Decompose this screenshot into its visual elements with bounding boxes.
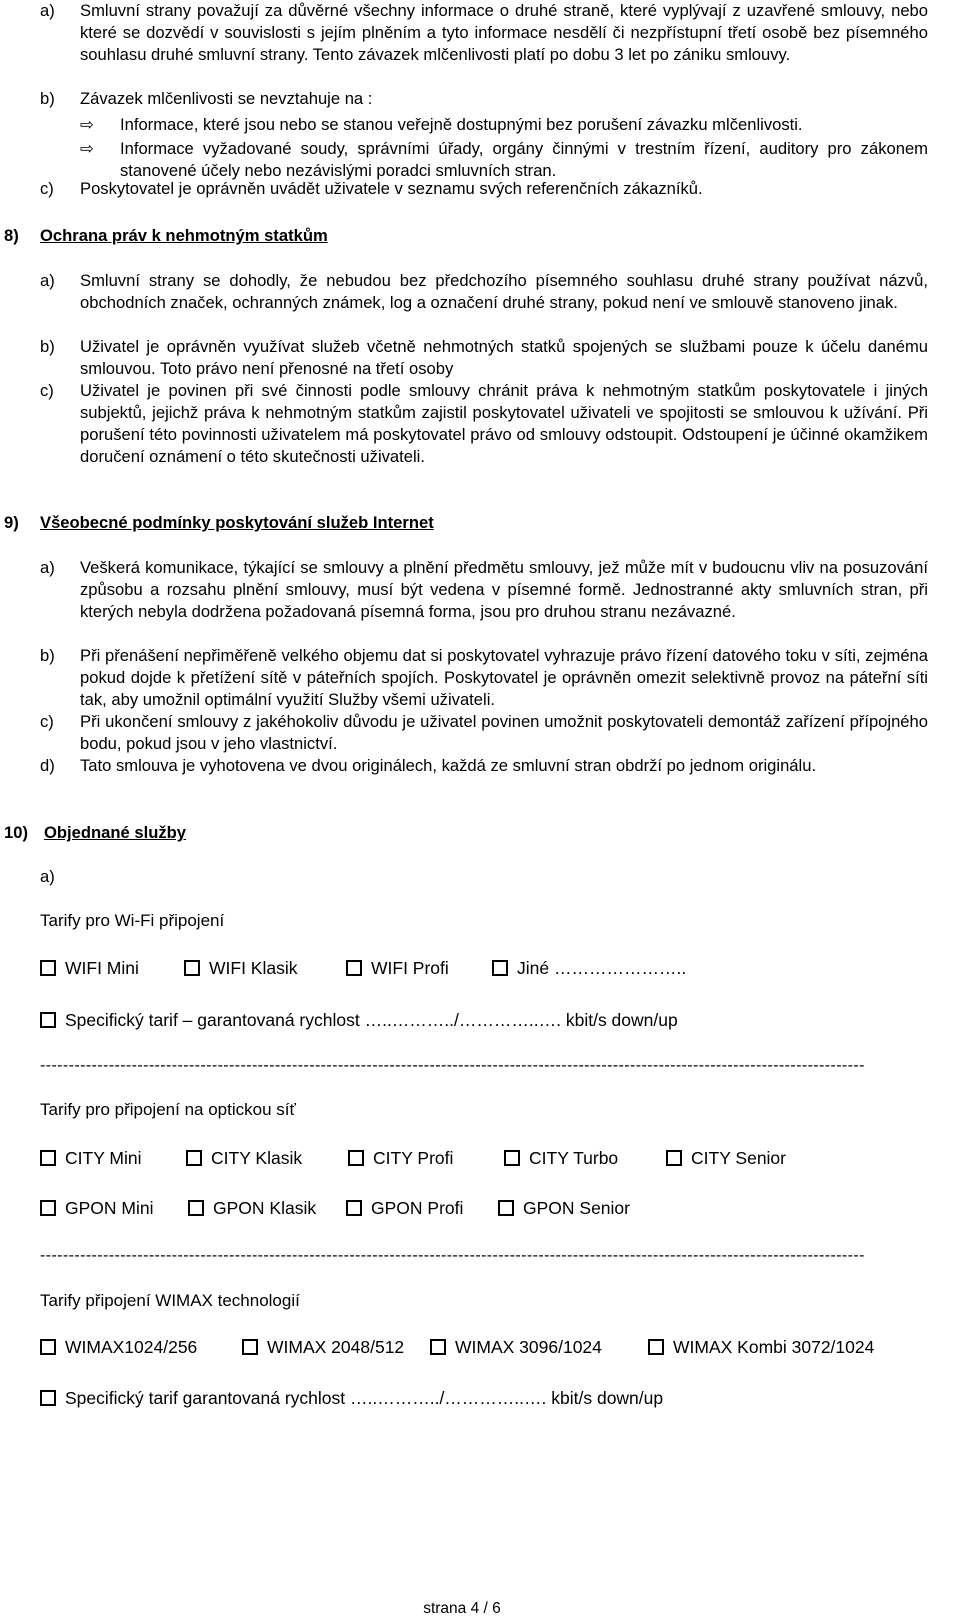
section-9-heading — [4, 512, 434, 534]
checkbox-city-klasik[interactable] — [186, 1147, 302, 1169]
wifi-tariffs-heading: Tarify pro Wi-Fi připojení — [40, 911, 225, 930]
option-label: WIFI Mini — [65, 958, 139, 978]
checkbox-icon[interactable] — [498, 1200, 514, 1216]
option-label: WIMAX1024/256 — [65, 1337, 198, 1357]
checkbox-gpon-profi[interactable] — [346, 1197, 463, 1219]
section-title: Objednané služby — [44, 823, 186, 842]
option-label: CITY Mini — [65, 1148, 142, 1168]
item-label: d) — [40, 756, 55, 775]
option-label: WIMAX Kombi 3072/1024 — [673, 1337, 875, 1357]
option-label: GPON Mini — [65, 1198, 154, 1218]
checkbox-city-profi[interactable] — [348, 1147, 453, 1169]
option-label: CITY Turbo — [529, 1148, 619, 1168]
section-number: 10) — [4, 823, 28, 842]
wimax-options-row — [40, 1336, 940, 1362]
checkbox-wimax-specific[interactable] — [40, 1387, 663, 1409]
wimax-specific-row — [40, 1387, 940, 1413]
checkbox-wimax-2048[interactable] — [242, 1336, 404, 1358]
checkbox-icon[interactable] — [40, 1012, 56, 1028]
checkbox-icon[interactable] — [648, 1339, 664, 1355]
option-label: CITY Profi — [373, 1148, 454, 1168]
s7-item-c — [40, 178, 928, 200]
city-options-row — [40, 1147, 940, 1173]
item-label: a) — [40, 1, 55, 20]
item-label: c) — [40, 712, 54, 731]
section-number: 8) — [4, 226, 19, 245]
checkbox-wimax-1024[interactable] — [40, 1336, 197, 1358]
s8-item-b — [40, 336, 928, 380]
option-label: WIMAX 2048/512 — [267, 1337, 405, 1357]
s9-item-d — [40, 755, 928, 777]
item-text: Veškerá komunikace, týkající se smlouvy a plnění předmětu smlouvy, jež může mít v budoucnu vliv na posuzování způsobu a rozsahu plnění smlouvy, musí být vedena v písemné formě. Jednostranné akty smluvních stran, při kterých nebyla dodržena požadovaná písemná forma, jsou pro druhou stranu nezávazné. — [80, 558, 928, 621]
separator-line: ------------------------------------------------------------------------------------------------------------------------------------------------ — [40, 1247, 865, 1264]
gpon-options-row — [40, 1197, 940, 1223]
checkbox-icon[interactable] — [40, 1390, 56, 1406]
section-title: Ochrana práv k nehmotným statkům — [40, 226, 328, 245]
optic-tariffs-heading: Tarify pro připojení na optickou síť — [40, 1100, 296, 1119]
wifi-specific-row — [40, 1009, 940, 1035]
s9-item-a — [40, 557, 928, 623]
s7-item-b — [40, 88, 928, 110]
s7-bullet-1 — [80, 114, 928, 136]
s8-item-a — [40, 270, 928, 314]
checkbox-wifi-profi[interactable] — [346, 957, 449, 979]
section-title: Všeobecné podmínky poskytování služeb Internet — [40, 513, 434, 532]
checkbox-icon[interactable] — [188, 1200, 204, 1216]
item-label: c) — [40, 179, 54, 198]
item-label: a) — [40, 558, 55, 577]
option-label: WIFI Profi — [371, 958, 449, 978]
checkbox-icon[interactable] — [492, 960, 508, 976]
checkbox-icon[interactable] — [666, 1150, 682, 1166]
item-label: a) — [40, 271, 55, 290]
item-text: Poskytovatel je oprávněn uvádět uživatele v seznamu svých referenčních zákazníků. — [80, 179, 703, 198]
option-label: CITY Senior — [691, 1148, 786, 1168]
separator-line: ------------------------------------------------------------------------------------------------------------------------------------------------ — [40, 1057, 865, 1074]
checkbox-icon[interactable] — [40, 960, 56, 976]
section-number: 9) — [4, 513, 19, 532]
checkbox-icon[interactable] — [186, 1150, 202, 1166]
checkbox-city-turbo[interactable] — [504, 1147, 618, 1169]
checkbox-icon[interactable] — [184, 960, 200, 976]
checkbox-city-mini[interactable] — [40, 1147, 142, 1169]
checkbox-icon[interactable] — [40, 1339, 56, 1355]
arrow-icon: ⇨ — [80, 139, 94, 158]
item-text: Při přenášení nepřiměřeně velkého objemu dat si poskytovatel vyhrazuje právo řízení datového toku v síti, zejména pokud dojde k přetížení sítě v páteřních spojích. Poskytovatel je oprávněn omezit selektivně provoz na páteřní síti tak, aby umožnil optimální využití Služby všemi uživateli. — [80, 646, 928, 709]
checkbox-wimax-kombi[interactable] — [648, 1336, 874, 1358]
bullet-text: Informace, které jsou nebo se stanou veřejně dostupnými bez porušení závazku mlčenlivosti. — [120, 115, 803, 134]
s10-item-a-label: a) — [40, 867, 55, 886]
item-text: Uživatel je oprávněn využívat služeb včetně nehmotných statků spojených se službami pouze k účelu danému smlouvou. Toto právo není přenosné na třetí osoby — [80, 337, 928, 378]
arrow-icon: ⇨ — [80, 115, 94, 134]
option-label: GPON Senior — [523, 1198, 630, 1218]
section-8-heading — [4, 225, 328, 247]
option-label: WIFI Klasik — [209, 958, 298, 978]
checkbox-gpon-klasik[interactable] — [188, 1197, 316, 1219]
checkbox-icon[interactable] — [430, 1339, 446, 1355]
checkbox-wifi-mini[interactable] — [40, 957, 139, 979]
checkbox-icon[interactable] — [348, 1150, 364, 1166]
item-label: b) — [40, 337, 55, 356]
option-label: WIMAX 3096/1024 — [455, 1337, 602, 1357]
item-text: Tato smlouva je vyhotovena ve dvou originálech, každá ze smluvní stran obdrží po jednom originálu. — [80, 756, 817, 775]
s9-item-c — [40, 711, 928, 755]
option-label: Specifický tarif garantovaná rychlost …..………../…………..…. kbit/s down/up — [65, 1388, 664, 1408]
wimax-tariffs-heading: Tarify připojení WIMAX technologií — [40, 1291, 300, 1310]
checkbox-city-senior[interactable] — [666, 1147, 786, 1169]
s7-item-a — [40, 0, 928, 66]
checkbox-icon[interactable] — [40, 1150, 56, 1166]
item-text: Smluvní strany považují za důvěrné všechny informace o druhé straně, které vyplývají z uzavřené smlouvy, nebo které se dozvědí v souvislosti s jejím plněním a tyto informace nesdělí či nezpřístupní třetí osobě bez písemného souhlasu druhé smluvní strany. Tento závazek mlčenlivosti platí po dobu 3 let po zániku smlouvy. — [80, 1, 928, 64]
checkbox-gpon-mini[interactable] — [40, 1197, 153, 1219]
item-text: Závazek mlčenlivosti se nevztahuje na : — [80, 89, 373, 108]
option-label: Specifický tarif – garantovaná rychlost …..………../…………..…. kbit/s down/up — [65, 1010, 678, 1030]
wifi-options-row — [40, 957, 940, 983]
item-label: b) — [40, 646, 55, 665]
checkbox-gpon-senior[interactable] — [498, 1197, 630, 1219]
s8-item-c — [40, 380, 928, 468]
item-text: Při ukončení smlouvy z jakéhokoliv důvodu je uživatel povinen umožnit poskytovateli demontáž zařízení přípojného bodu, pokud jsou v jeho vlastnictví. — [80, 712, 928, 753]
item-text: Uživatel je povinen při své činnosti podle smlouvy chránit práva k nehmotným statkům poskytovatele i jiných subjektů, jejichž práva k nehmotným statkům zajistil poskytovatel uživateli ve spojitosti se smlouvou k užívání. Při porušení této povinnosti uživatelem má poskytovatel právo od smlouvy odstoupit. Odstoupení je účinné okamžikem doručení oznámení o této skutečnosti uživateli. — [80, 381, 928, 466]
checkbox-icon[interactable] — [346, 1200, 362, 1216]
checkbox-icon[interactable] — [242, 1339, 258, 1355]
checkbox-wifi-specific[interactable] — [40, 1009, 678, 1031]
page-number: strana 4 / 6 — [423, 1600, 501, 1617]
checkbox-wifi-klasik[interactable] — [184, 957, 297, 979]
checkbox-icon[interactable] — [40, 1200, 56, 1216]
option-label: CITY Klasik — [211, 1148, 303, 1168]
item-label: b) — [40, 89, 55, 108]
checkbox-wimax-3096[interactable] — [430, 1336, 602, 1358]
checkbox-icon[interactable] — [346, 960, 362, 976]
checkbox-icon[interactable] — [504, 1150, 520, 1166]
section-10-heading — [4, 822, 186, 844]
item-text: Smluvní strany se dohodly, že nebudou bez předchozího písemného souhlasu druhé strany používat názvů, obchodních značek, ochranných známek, log a označení druhé strany, pokud není ve smlouvě stanoveno jinak. — [80, 271, 928, 312]
option-label: GPON Profi — [371, 1198, 464, 1218]
option-label: GPON Klasik — [213, 1198, 317, 1218]
item-label: c) — [40, 381, 54, 400]
option-label: Jiné ………………….. — [517, 958, 687, 978]
checkbox-wifi-jine[interactable] — [492, 957, 686, 979]
s9-item-b — [40, 645, 928, 711]
s7-bullet-2 — [80, 138, 928, 182]
bullet-text: Informace vyžadované soudy, správními úřady, orgány činnými v trestním řízení, auditory pro zákonem stanovené účely nebo nezávislými poradci smluvních stran. — [120, 139, 928, 180]
